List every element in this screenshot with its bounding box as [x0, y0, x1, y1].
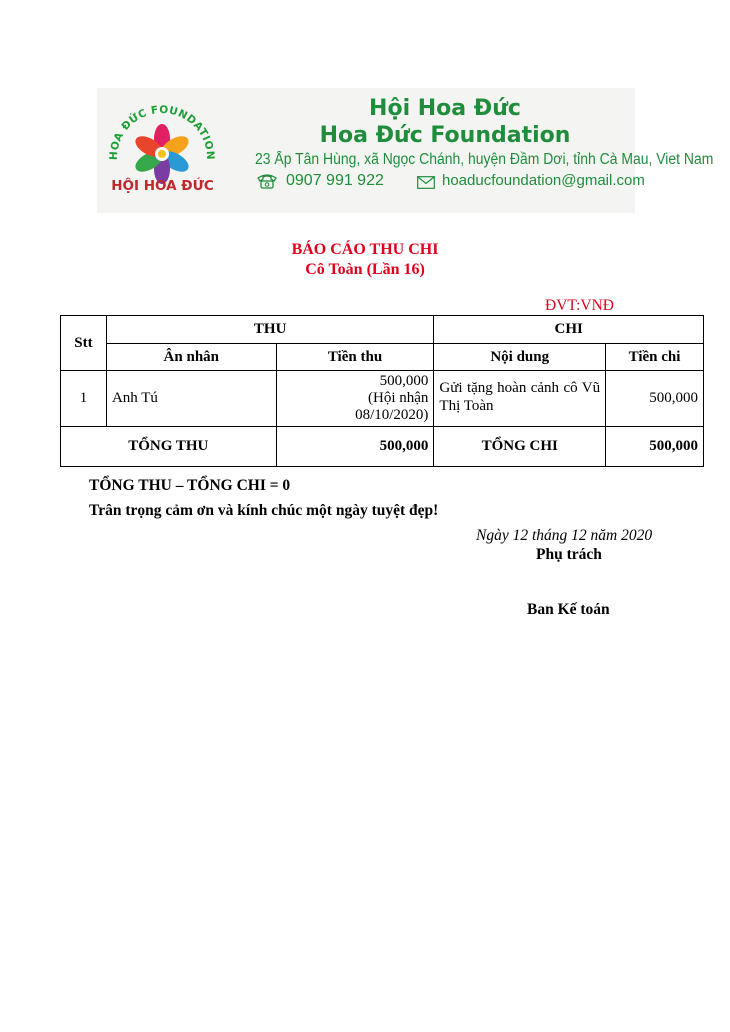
envelope-icon: [417, 176, 435, 189]
total-row: [61, 427, 704, 467]
tien-thu-amount: 500,000: [379, 373, 429, 389]
cell-tien-thu: [276, 371, 434, 427]
report-date: Ngày 12 tháng 12 năm 2020: [476, 527, 653, 544]
cell-tien-chi: 500,000: [606, 371, 704, 427]
org-email[interactable]: hoaducfoundation@gmail.com: [442, 172, 645, 189]
table-row: [61, 371, 704, 427]
total-chi-value: 500,000: [606, 427, 704, 467]
responsible-label: Phụ trách: [536, 546, 602, 563]
currency-unit: ĐVT:VNĐ: [545, 297, 614, 314]
income-expense-table: [60, 315, 704, 467]
tien-thu-note-2: 08/10/2020): [355, 407, 429, 423]
logo-arc-text: HOA ĐỨC FOUNDATION: [107, 103, 217, 161]
org-name-en: Hoa Đức Foundation: [319, 123, 571, 148]
report-subtitle: Cô Toàn (Lần 16): [305, 261, 425, 278]
report-title: BÁO CÁO THU CHI: [291, 241, 439, 258]
group-header-thu: THU: [106, 316, 433, 344]
total-thu-label: TỔNG THU: [61, 427, 277, 467]
signer-name: Ban Kế toán: [527, 601, 610, 618]
org-address: 23 Ấp Tân Hùng, xã Ngọc Chánh, huyện Đầm Dơi, tỉnh Cà Mau, Viet Nam: [255, 151, 714, 168]
col-header-an-nhan: Ân nhân: [106, 344, 276, 371]
cell-stt: 1: [61, 371, 107, 427]
thanks-line: Trân trọng cảm ơn và kính chúc một ngày tuyệt đẹp!: [89, 502, 439, 519]
org-phone[interactable]: 0907 991 922: [286, 172, 384, 189]
cell-an-nhan: Anh Tú: [106, 371, 276, 427]
col-header-tien-thu: Tiền thu: [276, 344, 434, 371]
total-chi-label: TỔNG CHI: [434, 427, 606, 467]
col-header-stt: Stt: [61, 316, 107, 371]
total-thu-value: 500,000: [276, 427, 434, 467]
logo-name: HỘI HOA ĐỨC: [111, 178, 214, 194]
col-header-tien-chi: Tiền chi: [606, 344, 704, 371]
org-name-vi: Hội Hoa Đức: [369, 96, 521, 121]
group-header-chi: CHI: [434, 316, 704, 344]
tien-thu-note-1: (Hội nhận: [368, 390, 429, 406]
col-header-noi-dung: Nội dung: [434, 344, 606, 371]
telephone-icon: [256, 173, 278, 189]
cell-noi-dung: Gửi tặng hoàn cảnh cô Vũ Thị Toàn: [434, 371, 606, 427]
balance-line: TỔNG THU – TỔNG CHI = 0: [89, 477, 291, 494]
